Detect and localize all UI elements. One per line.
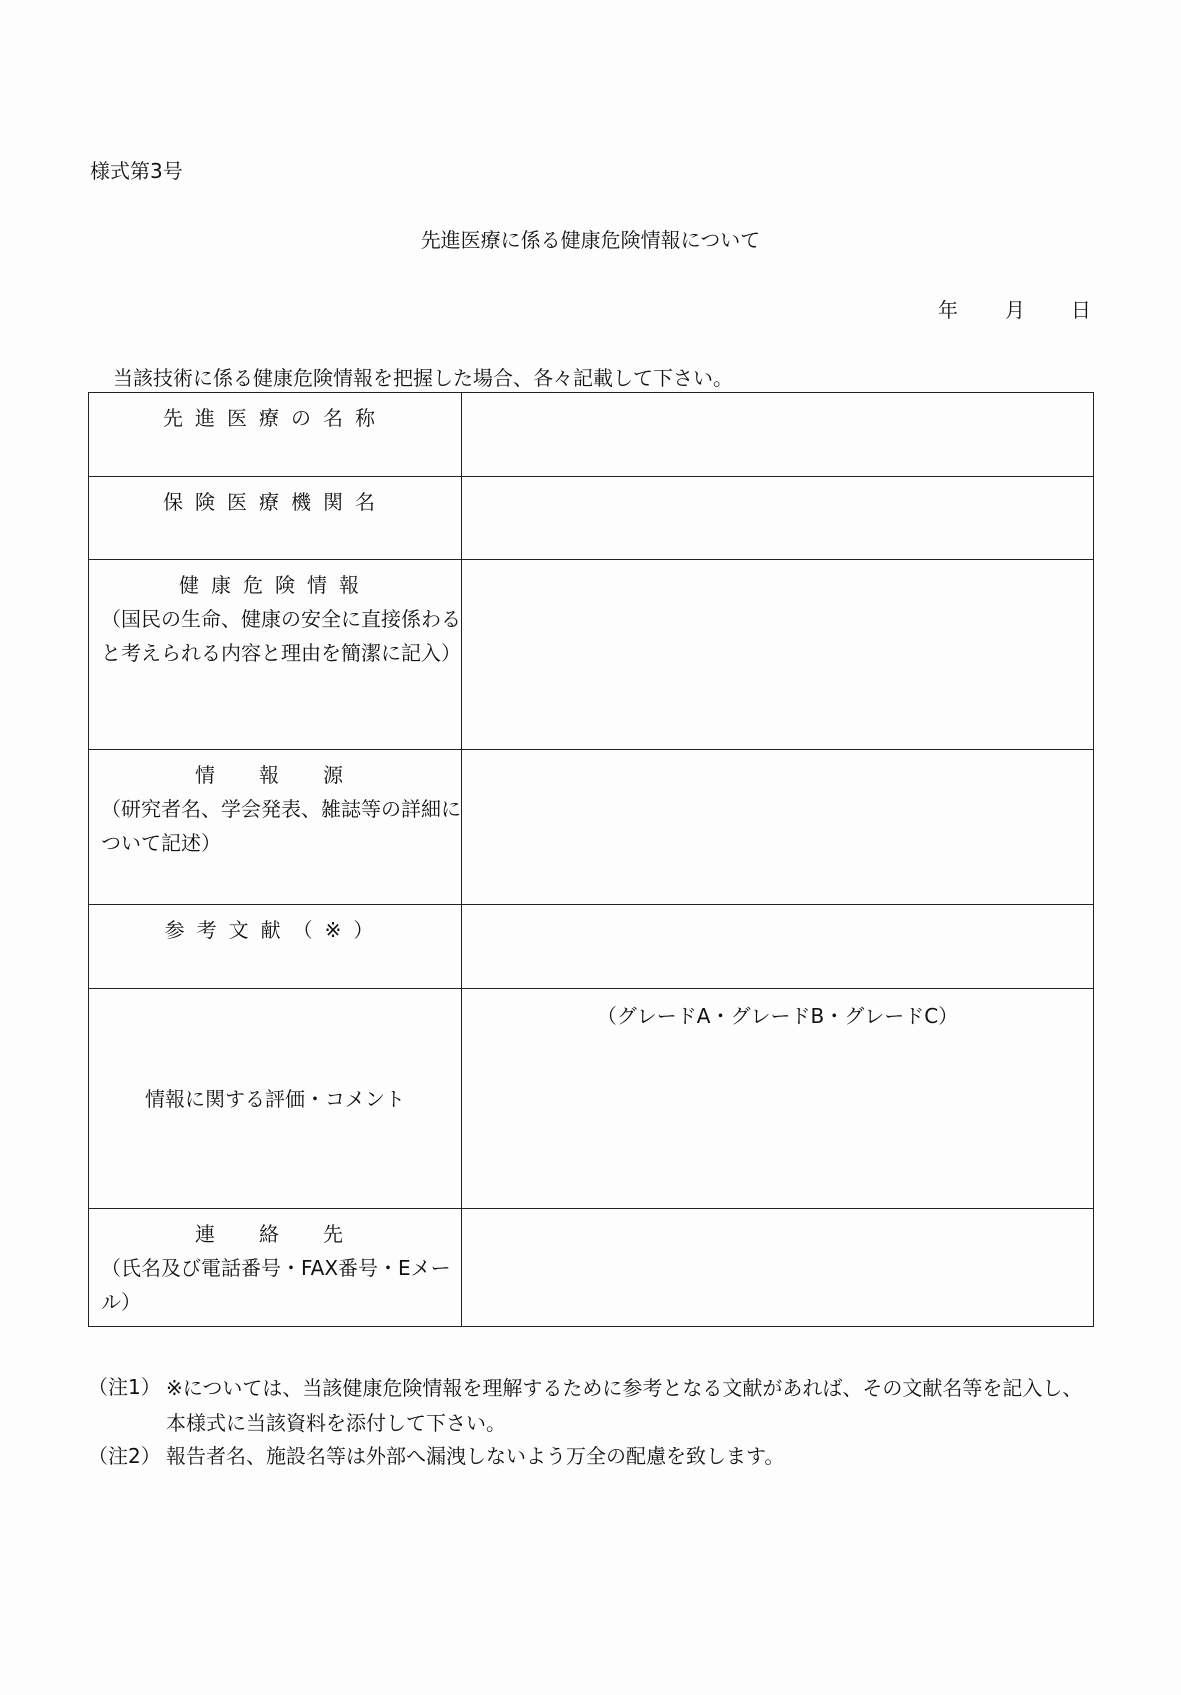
value-cell[interactable]	[462, 393, 1094, 477]
form-number: 様式第3号	[90, 159, 183, 183]
date-year: 年	[938, 298, 958, 322]
row-label: 保険医療機関名	[163, 490, 387, 514]
value-cell[interactable]	[462, 560, 1094, 750]
value-cell[interactable]	[462, 750, 1094, 905]
date-month: 月	[1005, 298, 1025, 322]
table-row	[89, 1209, 1094, 1327]
table-row	[89, 560, 1094, 750]
row-sublabel: （研究者名、学会発表、雑誌等の詳細について記述）	[101, 797, 461, 855]
value-cell[interactable]	[462, 905, 1094, 989]
value-cell[interactable]	[462, 1209, 1094, 1327]
row-label: 情 報 源	[195, 763, 355, 787]
table-row	[89, 393, 1094, 477]
note-1-tag: （注1）	[88, 1375, 161, 1399]
note-2-text: 報告者名、施設名等は外部へ漏洩しないよう万全の配慮を致します。	[166, 1444, 785, 1468]
table-row	[89, 905, 1094, 989]
report-table	[88, 392, 1094, 1327]
row-sublabel: （氏名及び電話番号・FAX番号・Eメール）	[101, 1256, 451, 1314]
row-label: 情報に関する評価・コメント	[145, 1086, 405, 1111]
note-2-tag: （注2）	[88, 1444, 161, 1468]
date-day: 日	[1071, 298, 1091, 322]
value-cell[interactable]	[462, 477, 1094, 560]
grade-options[interactable]: （グレードA・グレードB・グレードC）	[596, 1004, 959, 1028]
table-row	[89, 750, 1094, 905]
row-label: 参考文献（※）	[164, 918, 386, 942]
document-title: 先進医療に係る健康危険情報について	[420, 228, 761, 252]
row-label: 先進医療の名称	[163, 406, 387, 430]
table-row	[89, 477, 1094, 560]
note-1-text: ※については、当該健康危険情報を理解するために参考となる文献があれば、その文献名等を記入し、本様式に当該資料を添付して下さい。	[166, 1376, 1083, 1435]
intro-text: 当該技術に係る健康危険情報を把握した場合、各々記載して下さい。	[113, 366, 733, 390]
row-label: 健康危険情報	[179, 573, 371, 597]
row-label: 連 絡 先	[195, 1222, 355, 1246]
table-row	[89, 989, 1094, 1209]
row-sublabel: （国民の生命、健康の安全に直接係わると考えられる内容と理由を簡潔に記入）	[101, 607, 461, 665]
